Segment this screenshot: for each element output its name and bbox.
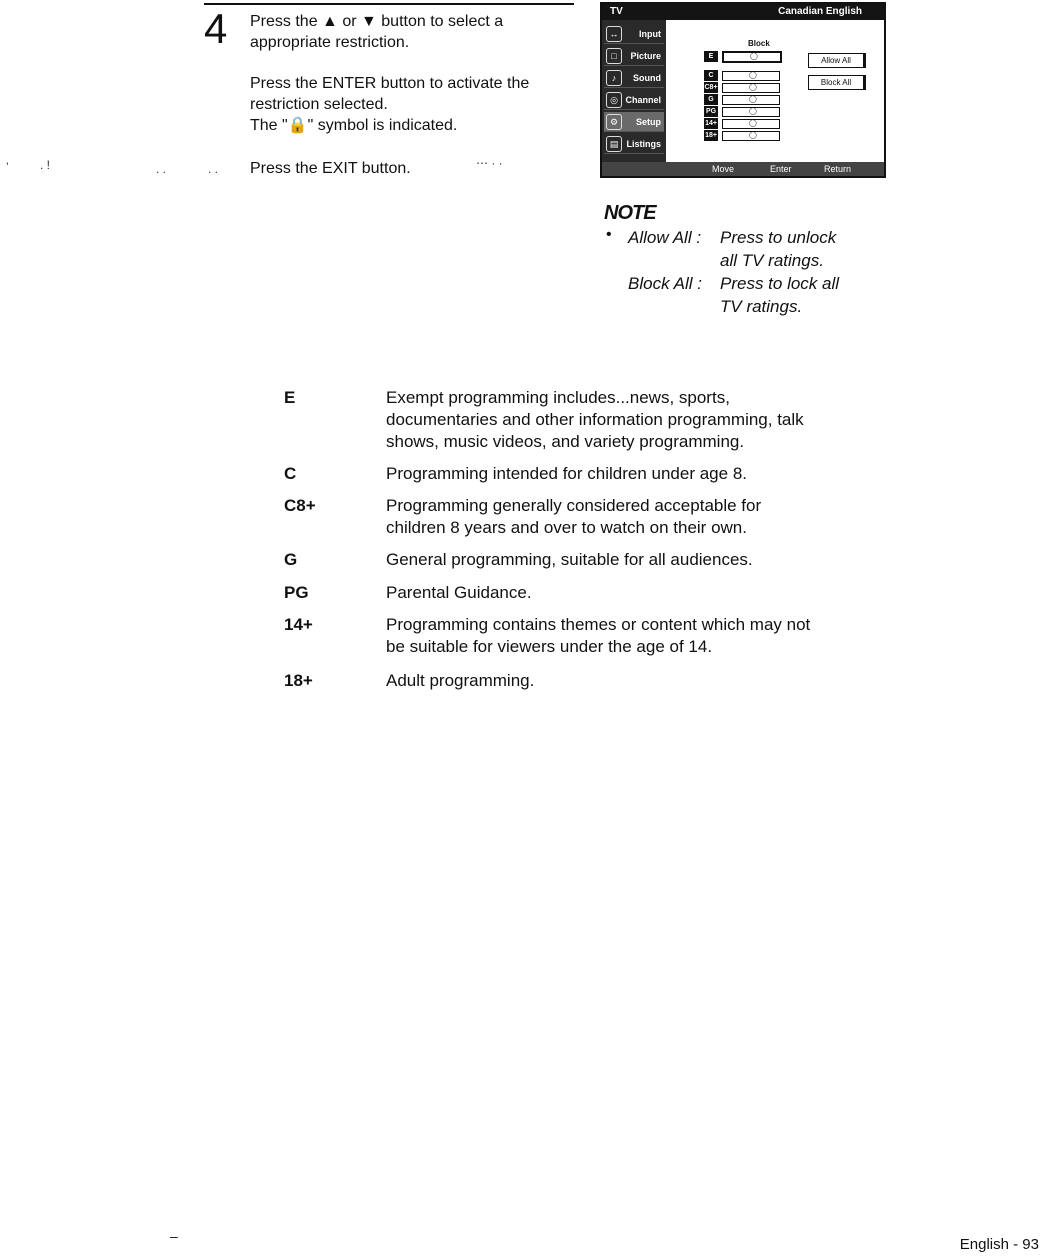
scan-mark: – xyxy=(170,1228,178,1244)
osd-rating-row: 14+ ◯ xyxy=(704,118,784,129)
picture-icon: □ xyxy=(606,48,622,64)
osd-enter-hint: Enter xyxy=(770,164,792,174)
setup-icon: ⚙ xyxy=(606,114,622,130)
osd-tab-picture: □ Picture xyxy=(604,46,664,66)
scan-mark: . ! xyxy=(40,158,51,172)
step-instruction-exit: Press the EXIT button. xyxy=(250,160,411,177)
rating-code: 14+ xyxy=(284,615,313,634)
osd-rating-row: C8+ ◯ xyxy=(704,82,784,93)
osd-tab-input: ↔ Input xyxy=(604,24,664,44)
sound-icon: ♪ xyxy=(606,70,622,86)
page-number: English - 93 xyxy=(959,1236,1039,1253)
bullet-icon: • xyxy=(606,226,612,243)
lock-icon: ◯ xyxy=(749,108,757,115)
osd-title-bar xyxy=(602,4,884,20)
lock-icon: ◯ xyxy=(749,84,757,91)
rating-description: Adult programming. xyxy=(386,671,535,690)
rating-description: General programming, suitable for all audiences. xyxy=(386,550,753,569)
osd-sidebar xyxy=(602,20,666,162)
lock-icon: ◯ xyxy=(749,96,757,103)
rating-code: E xyxy=(284,388,296,407)
osd-rating-row: G ◯ xyxy=(704,94,784,105)
osd-rating-panel xyxy=(666,20,884,162)
osd-tab-channel: ◎ Channel xyxy=(604,90,664,110)
osd-rating-row: C ◯ xyxy=(704,70,784,81)
osd-move-hint: Move xyxy=(712,164,735,174)
rating-code: PG xyxy=(284,583,309,602)
lock-icon: ◯ xyxy=(749,120,757,127)
osd-header: Canadian English xyxy=(778,6,862,17)
osd-screenshot xyxy=(600,2,886,178)
step-instruction-select: Press the ▲ or ▼ button to select a appropriate restriction. xyxy=(250,13,504,51)
rating-description: Exempt programming includes...news, sports, documentaries and other information programming, talk shows, music videos, and variety programming. xyxy=(386,388,804,451)
lock-icon: ◯ xyxy=(749,72,757,79)
scan-mark: . . xyxy=(156,162,167,176)
osd-block-all-button: Block All xyxy=(808,75,866,90)
rating-code: G xyxy=(284,550,298,569)
rating-description: Programming intended for children under age 8. xyxy=(386,464,747,483)
scan-mark: . . xyxy=(208,162,219,176)
note-allow-desc: Press to unlock all TV ratings. xyxy=(720,228,837,270)
lock-icon: ◯ xyxy=(749,132,757,139)
step-number: 4 xyxy=(204,5,228,52)
rating-code: C8+ xyxy=(284,496,316,515)
osd-help-bar xyxy=(602,162,884,176)
osd-tab-setup: ⚙ Setup xyxy=(604,112,664,132)
rating-code: C xyxy=(284,464,297,483)
osd-rating-row: PG ◯ xyxy=(704,106,784,117)
rating-description: Parental Guidance. xyxy=(386,583,532,602)
scan-mark: ⋯ · · xyxy=(476,156,503,170)
rating-code: 18+ xyxy=(284,671,313,690)
note-allow-term: Allow All : xyxy=(628,228,702,247)
osd-allow-all-button: Allow All xyxy=(808,53,866,68)
osd-rating-row: 18+ ◯ xyxy=(704,130,784,141)
note-heading: NOTE xyxy=(604,202,656,224)
scan-mark: ’ xyxy=(6,160,9,174)
rating-description: Programming generally considered acceptable for children 8 years and over to watch on their own. xyxy=(386,496,762,537)
rating-description: Programming contains themes or content which may not be suitable for viewers under the age of 14. xyxy=(386,615,811,656)
osd-title: TV xyxy=(610,6,623,17)
listings-icon: ▤ xyxy=(606,136,622,152)
osd-return-hint: Return xyxy=(824,164,852,174)
block-column-label: Block xyxy=(748,39,770,48)
osd-tab-listings: ▤ Listings xyxy=(604,134,664,154)
input-icon: ↔ xyxy=(606,26,622,42)
step-instruction-enter: Press the ENTER button to activate the restriction selected. The "🔒" symbol is indicated. xyxy=(250,75,530,134)
osd-tab-sound: ♪ Sound xyxy=(604,68,664,88)
osd-rating-row: E ◯ xyxy=(704,51,784,62)
note-block-term: Block All : xyxy=(628,274,703,293)
lock-icon: ◯ xyxy=(750,53,758,60)
step-divider xyxy=(204,3,574,5)
note-block-desc: Press to lock all TV ratings. xyxy=(720,274,840,316)
channel-icon: ◎ xyxy=(606,92,622,108)
